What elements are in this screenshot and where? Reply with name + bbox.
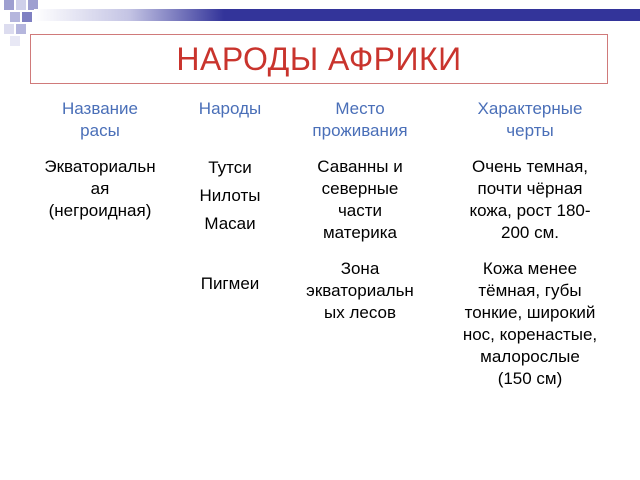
header-peoples: Народы [198,99,262,118]
title-box [30,34,608,84]
row2-habitat: Зона экваториальн ых лесов [306,259,414,322]
row2-features: Кожа менее тёмная, губы тонкие, широкий нос, коренастые, малорослые (150 см) [462,259,598,388]
row1-people-1: Тутси [208,158,252,177]
header-habitat: Место проживания [312,99,408,140]
header-features: Характерные черты [477,99,583,140]
row1-race: Экваториальн ая (негроидная) [44,157,156,220]
row2-people-1: Пигмеи [200,274,260,293]
row1-people-3: Масаи [204,214,256,233]
row1-people-2: Нилоты [199,186,261,205]
header-band [34,9,640,21]
page-title: НАРОДЫ АФРИКИ [176,40,462,77]
header-race: Название расы [62,99,138,140]
row1-features: Очень темная, почти чёрная кожа, рост 180- 200 см. [469,157,591,242]
row1-habitat: Саванны и северные части материка [317,157,403,242]
